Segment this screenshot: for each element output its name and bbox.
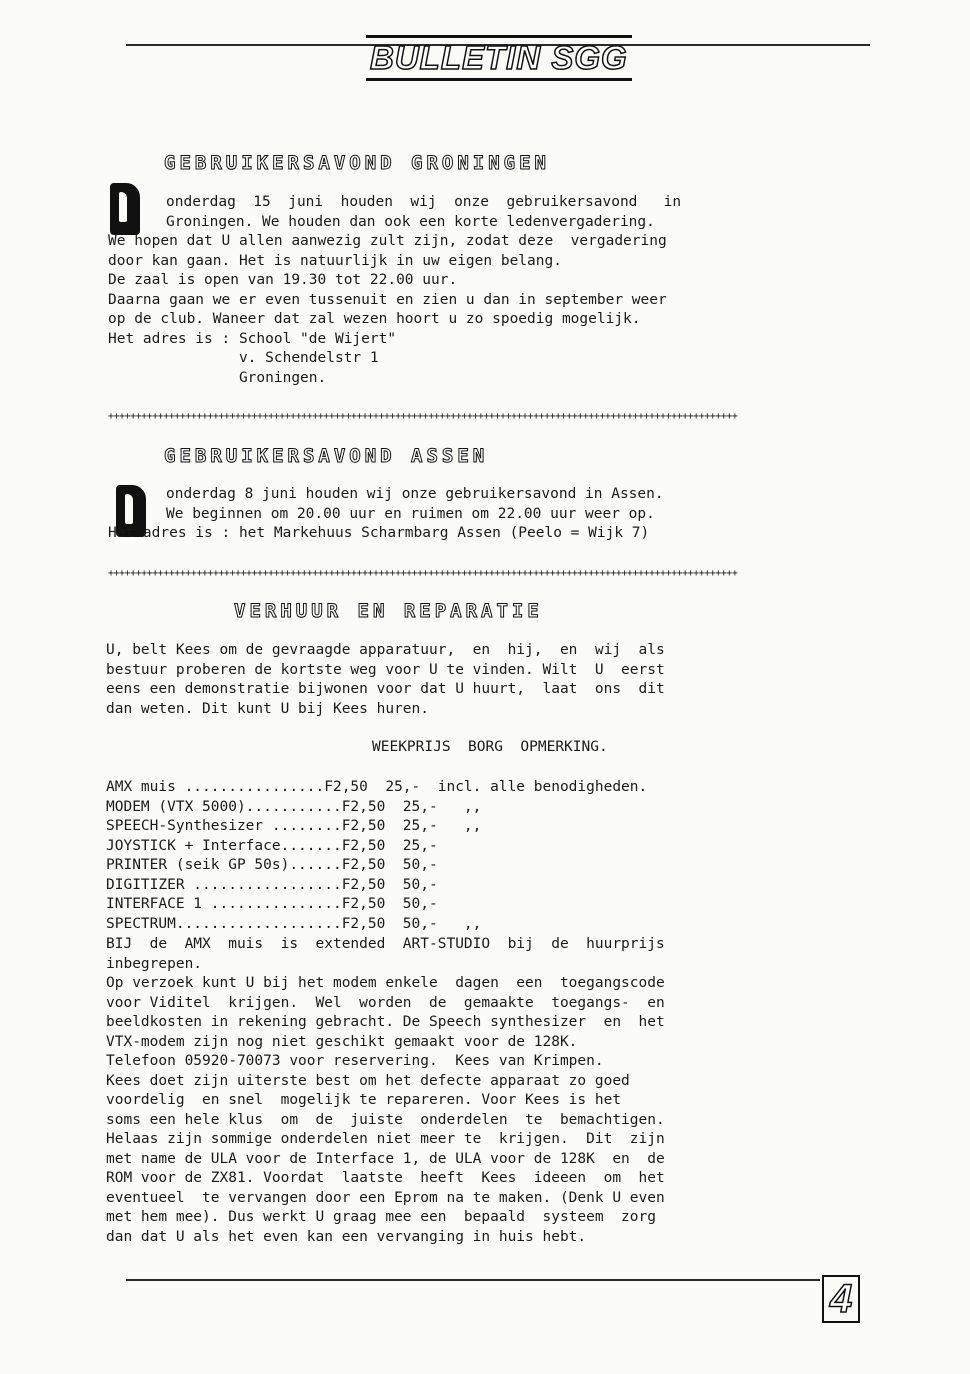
text-line: Op verzoek kunt U bij het modem enkele dagen een toegangscode	[106, 975, 665, 991]
text-line: We beginnen om 20.00 uur en ruimen om 22.00 uur weer op.	[166, 505, 655, 522]
text-line: Het adres is : School "de Wijert"	[108, 330, 397, 347]
text-line: door kan gaan. Het is natuurlijk in uw eigen belang.	[108, 252, 562, 269]
heading-verhuur: VERHUUR EN REPARATIE	[234, 600, 543, 622]
text-line: op de club. Waneer dat zal wezen hoort u zo spoedig mogelijk.	[108, 311, 641, 327]
table-row: INTERFACE 1 ...............F2,50 50,-	[106, 896, 438, 912]
masthead-logo: BULLETIN SGG	[366, 35, 632, 81]
text-line: Kees doet zijn uiterste best om het defecte apparaat zo goed	[106, 1072, 630, 1089]
text-line: We hopen dat U allen aanwezig zult zijn, zodat deze vergadering	[108, 233, 667, 249]
table-header: WEEKPRIJS BORG OPMERKING.	[372, 739, 608, 755]
text-line: onderdag 8 juni houden wij onze gebruikersavond in Assen.	[166, 486, 664, 502]
text-line: dan weten. Dit kunt U bij Kees huren.	[106, 700, 430, 717]
text-line: Daarna gaan we er even tussenuit en zien u dan in september weer	[108, 291, 667, 308]
dropcap-d-icon	[110, 183, 140, 235]
heading-groningen: GEBRUIKERSAVOND GRONINGEN	[164, 152, 550, 174]
page-number: 4	[822, 1275, 860, 1323]
text-line: Het adres is : het Markehuus Scharmbarg Assen (Peelo = Wijk 7)	[108, 525, 650, 541]
text-line: VTX-modem zijn nog niet geschikt gemaakt voor de 128K.	[106, 1033, 578, 1050]
bottom-rule	[126, 1279, 820, 1281]
text-line: met name de ULA voor de Interface 1, de ULA voor de 128K en de	[106, 1150, 665, 1167]
text-line: voordelig en snel mogelijk te repareren. Voor Kees is het	[106, 1092, 622, 1108]
table-row: MODEM (VTX 5000)...........F2,50 25,- ,,	[106, 798, 482, 815]
table-row: SPECTRUM...................F2,50 50,- ,,	[106, 915, 482, 932]
heading-assen: GEBRUIKERSAVOND ASSEN	[164, 445, 489, 467]
table-row: DIGITIZER .................F2,50 50,-	[106, 876, 438, 893]
text-line: Groningen. We houden dan ook een korte ledenvergadering.	[166, 213, 655, 230]
separator-stars: ++++++++++++++++++++++++++++++++++++++++++++++++++++++++++++++++++++++++++++++++++++++++++++++++++++++++++++++++++	[108, 570, 738, 578]
text-line: Helaas zijn sommige onderdelen niet meer te krijgen. Dit zijn	[106, 1131, 665, 1147]
table-row: AMX muis ................F2,50 25,- incl. alle benodigheden.	[106, 779, 648, 795]
text-line: dan dat U als het even kan een vervanging in huis hebt.	[106, 1228, 587, 1245]
text-line: eventueel te vervangen door een Eprom na te maken. (Denk U even	[106, 1189, 665, 1206]
separator-stars: ++++++++++++++++++++++++++++++++++++++++++++++++++++++++++++++++++++++++++++++++++++++++++++++++++++++++++++++++++	[108, 413, 738, 421]
text-line: Groningen.	[108, 369, 327, 386]
text-line: voor Viditel krijgen. Wel worden de gemaakte toegangs- en	[106, 994, 665, 1011]
text-line: ROM voor de ZX81. Voordat laatste heeft Kees ideeen om het	[106, 1170, 665, 1186]
table-row: PRINTER (seik GP 50s)......F2,50 50,-	[106, 857, 438, 873]
table-row: SPEECH-Synthesizer ........F2,50 25,- ,,	[106, 818, 482, 834]
text-line: De zaal is open van 19.30 tot 22.00 uur.	[108, 272, 458, 288]
text-line: met hem mee). Dus werkt U graag mee een bepaald systeem zorg	[106, 1209, 656, 1225]
text-line: v. Schendelstr 1	[108, 350, 379, 366]
text-line: onderdag 15 juni houden wij onze gebruikersavond in	[166, 194, 682, 210]
text-line: BIJ de AMX muis is extended ART-STUDIO bij de huurprijs	[106, 936, 665, 952]
text-line: eens een demonstratie bijwonen voor dat U huurt, laat ons dit	[106, 681, 665, 697]
text-line: bestuur proberen de kortste weg voor U te vinden. Wilt U eerst	[106, 661, 665, 678]
text-line: soms een hele klus om de juiste onderdelen te bemachtigen.	[106, 1111, 665, 1128]
text-line: inbegrepen.	[106, 955, 203, 972]
text-line: Telefoon 05920-70073 voor reservering. Kees van Krimpen.	[106, 1053, 604, 1069]
text-line: beeldkosten in rekening gebracht. De Speech synthesizer en het	[106, 1014, 665, 1030]
text-line: U, belt Kees om de gevraagde apparatuur, en hij, en wij als	[106, 642, 665, 658]
table-row: JOYSTICK + Interface.......F2,50 25,-	[106, 837, 438, 854]
